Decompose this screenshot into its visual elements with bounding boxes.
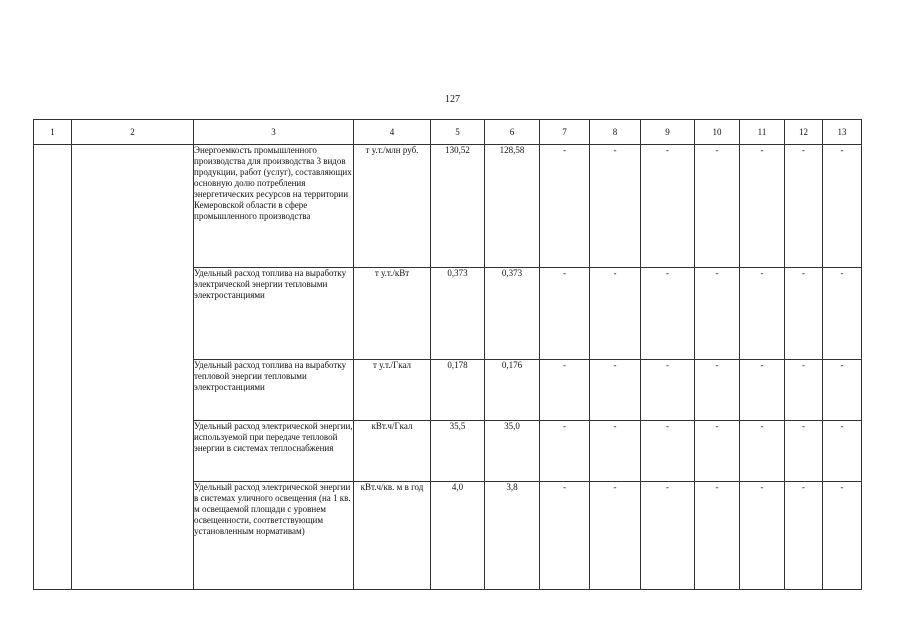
dash-cell: - [641,482,695,590]
dash-cell: - [590,360,641,421]
dash-cell: - [695,268,740,360]
dash-cell: - [641,360,695,421]
value-cell: 0,176 [485,360,540,421]
dash-cell: - [590,145,641,268]
dash-cell: - [823,268,862,360]
indicator-name: Удельный расход электрической энергии, используемой при передаче тепловой энергии в системах теплоснабжения [194,421,354,482]
value-cell: 128,58 [485,145,540,268]
dash-cell: - [641,145,695,268]
column-header: 1 [34,120,72,145]
dash-cell: - [695,145,740,268]
dash-cell: - [740,482,785,590]
column-header: 12 [785,120,823,145]
dash-cell: - [785,421,823,482]
value-cell: 35,0 [485,421,540,482]
unit-cell: т у.т./Гкал [354,360,431,421]
value-cell: 0,178 [431,360,485,421]
dash-cell: - [785,145,823,268]
column-header: 6 [485,120,540,145]
indicator-name: Удельный расход топлива на выработку электрической энергии тепловыми электростанциями [194,268,354,360]
unit-cell: т у.т./млн руб. [354,145,431,268]
dash-cell: - [540,360,590,421]
dash-cell: - [641,268,695,360]
empty-cell [72,145,194,590]
value-cell: 130,52 [431,145,485,268]
column-header: 11 [740,120,785,145]
dash-cell: - [823,360,862,421]
dash-cell: - [823,421,862,482]
dash-cell: - [540,145,590,268]
dash-cell: - [590,268,641,360]
value-cell: 4,0 [431,482,485,590]
dash-cell: - [695,360,740,421]
empty-cell [34,145,72,590]
unit-cell: кВт.ч/Гкал [354,421,431,482]
column-header: 10 [695,120,740,145]
dash-cell: - [740,268,785,360]
value-cell: 3,8 [485,482,540,590]
column-header: 8 [590,120,641,145]
indicator-name: Энергоемкость промышленного производства для производства 3 видов продукции, работ (услуг), составляющих основную долю потребления энергетических ресурсов на территории Кемеровской области в сфере промышленного производства [194,145,354,268]
dash-cell: - [540,421,590,482]
column-header: 4 [354,120,431,145]
dash-cell: - [590,421,641,482]
value-cell: 35,5 [431,421,485,482]
dash-cell: - [695,421,740,482]
column-header: 13 [823,120,862,145]
dash-cell: - [540,268,590,360]
dash-cell: - [740,421,785,482]
value-cell: 0,373 [431,268,485,360]
dash-cell: - [785,360,823,421]
unit-cell: кВт.ч/кв. м в год [354,482,431,590]
dash-cell: - [785,268,823,360]
column-header: 5 [431,120,485,145]
header-row [34,120,862,145]
dash-cell: - [641,421,695,482]
column-header: 9 [641,120,695,145]
dash-cell: - [740,145,785,268]
indicator-name: Удельный расход топлива на выработку тепловой энергии тепловыми электростанциями [194,360,354,421]
dash-cell: - [823,145,862,268]
dash-cell: - [590,482,641,590]
dash-cell: - [823,482,862,590]
dash-cell: - [785,482,823,590]
indicator-name: Удельный расход электрической энергии в системах уличного освещения (на 1 кв. м освещаемой площади с уровнем освещенности, соответствующим установленным нормативам) [194,482,354,590]
unit-cell: т у.т./кВт [354,268,431,360]
value-cell: 0,373 [485,268,540,360]
table-row [34,145,862,268]
indicators-table [33,119,862,590]
column-header: 3 [194,120,354,145]
column-header: 2 [72,120,194,145]
dash-cell: - [695,482,740,590]
page-number: 127 [445,94,460,105]
dash-cell: - [540,482,590,590]
dash-cell: - [740,360,785,421]
column-header: 7 [540,120,590,145]
